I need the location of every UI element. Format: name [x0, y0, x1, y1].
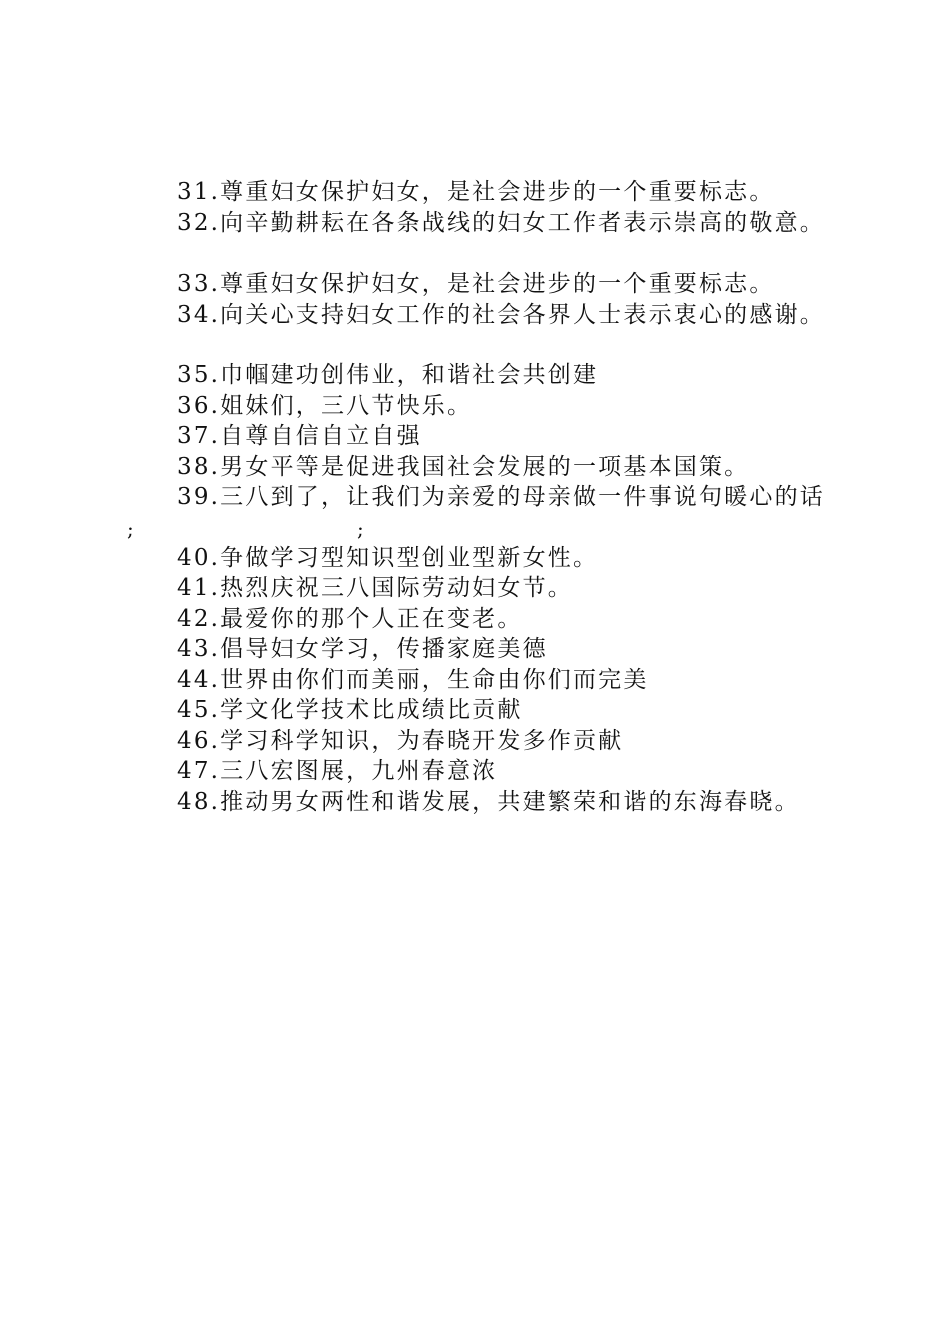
- list-item-43: 43.倡导妇女学习，传播家庭美德: [177, 636, 548, 662]
- list-item-46: 46.学习科学知识，为春晓开发多作贡献: [177, 728, 624, 754]
- list-item-36: 36.姐妹们，三八节快乐。: [177, 393, 473, 419]
- list-item-38: 38.男女平等是促进我国社会发展的一项基本国策。: [177, 454, 750, 480]
- list-item-44: 44.世界由你们而美丽，生命由你们而完美: [177, 667, 649, 693]
- list-item-34: 34.向关心支持妇女工作的社会各界人士表示衷心的感谢。: [177, 302, 825, 328]
- list-item-31: 31.尊重妇女保护妇女，是社会进步的一个重要标志。: [177, 179, 775, 205]
- list-item-47: 47.三八宏图展，九州春意浓: [177, 758, 498, 784]
- list-item-33: 33.尊重妇女保护妇女，是社会进步的一个重要标志。: [177, 271, 775, 297]
- stray-semicolon-right: ;: [357, 517, 364, 541]
- list-item-35: 35.巾帼建功创伟业，和谐社会共创建: [177, 362, 599, 388]
- list-item-32: 32.向辛勤耕耘在各条战线的妇女工作者表示崇高的敬意。: [177, 210, 825, 236]
- stray-semicolon-left: ;: [127, 517, 134, 541]
- list-item-42: 42.最爱你的那个人正在变老。: [177, 606, 523, 632]
- list-item-48: 48.推动男女两性和谐发展，共建繁荣和谐的东海春晓。: [177, 789, 800, 815]
- list-item-45: 45.学文化学技术比成绩比贡献: [177, 697, 523, 723]
- list-item-39: 39.三八到了，让我们为亲爱的母亲做一件事说句暖心的话: [177, 484, 825, 510]
- list-item-41: 41.热烈庆祝三八国际劳动妇女节。: [177, 575, 573, 601]
- list-item-40: 40.争做学习型知识型创业型新女性。: [177, 545, 599, 571]
- list-item-37: 37.自尊自信自立自强: [177, 423, 422, 449]
